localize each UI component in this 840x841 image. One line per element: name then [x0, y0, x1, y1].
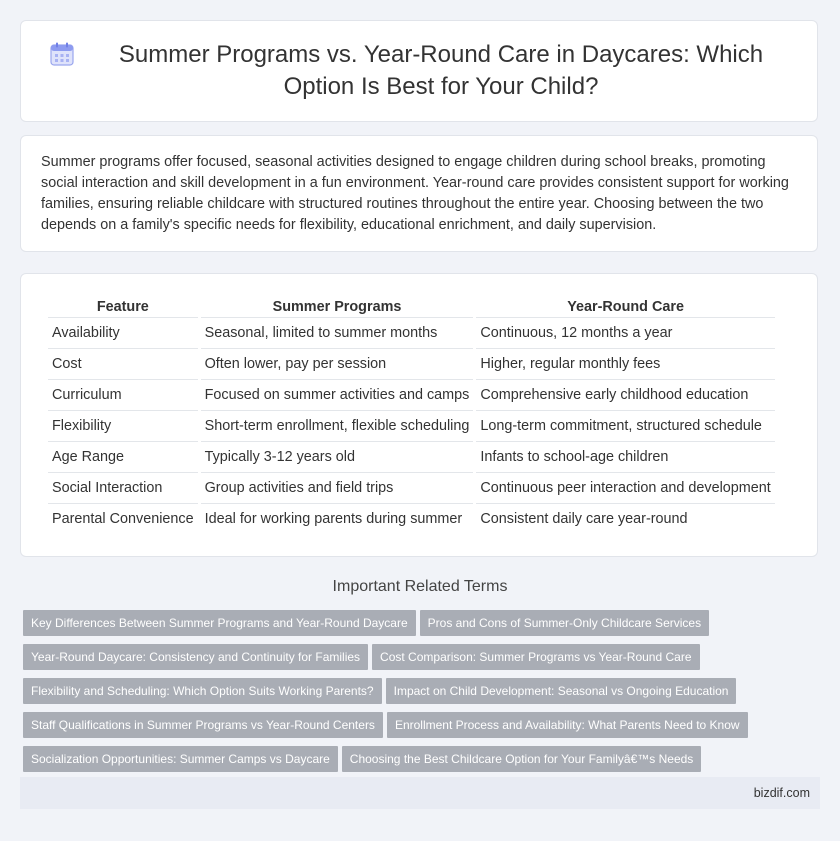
header-feature: Feature [96, 298, 149, 315]
table-cell: Consistent daily care year-round [476, 503, 774, 534]
header-summer: Summer Programs [272, 298, 402, 315]
related-term-link[interactable]: Flexibility and Scheduling: Which Option Suits Working Parents? [23, 678, 382, 704]
comparison-card [20, 273, 818, 557]
page-title: Summer Programs vs. Year-Round Care in Daycares: Which Option Is Best for Your Child? [118, 41, 764, 100]
table-cell: Focused on summer activities and camps [201, 379, 474, 410]
title-card [20, 20, 818, 122]
related-term-link[interactable]: Cost Comparison: Summer Programs vs Year-Round Care [372, 644, 699, 670]
table-cell: Age Range [48, 441, 198, 472]
related-term-link[interactable]: Year-Round Daycare: Consistency and Continuity for Families [23, 644, 368, 670]
title-wrap [49, 39, 789, 103]
related-term-link[interactable]: Enrollment Process and Availability: What Parents Need to Know [387, 712, 748, 738]
table-cell: Infants to school-age children [476, 441, 774, 472]
table-cell: Ideal for working parents during summer [201, 503, 474, 534]
related-terms-title: Important Related Terms [332, 578, 508, 595]
footer [20, 777, 820, 809]
table-row [48, 472, 775, 503]
comparison-table [45, 296, 778, 534]
calendar-icon [49, 41, 75, 67]
table-cell: Availability [48, 317, 198, 348]
related-term-link[interactable]: Key Differences Between Summer Programs and Year-Round Daycare [23, 610, 416, 636]
table-cell: Curriculum [48, 379, 198, 410]
table-cell: Often lower, pay per session [201, 348, 474, 379]
table-cell: Short-term enrollment, flexible scheduling [201, 410, 474, 441]
table-cell: Parental Convenience [48, 503, 198, 534]
table-cell: Flexibility [48, 410, 198, 441]
related-term-link[interactable]: Socialization Opportunities: Summer Camps vs Daycare [23, 746, 338, 772]
related-terms-list [23, 610, 793, 780]
table-cell: Continuous, 12 months a year [476, 317, 774, 348]
related-term-link[interactable]: Pros and Cons of Summer-Only Childcare Services [420, 610, 709, 636]
intro-paragraph: Summer programs offer focused, seasonal activities designed to engage children during school breaks, promoting social interaction and skill development in a fun environment. Year-round care provides consistent support for working families, ensuring reliable childcare with structured routines throughout the entire year. Choosing between the two depends on a family's specific needs for flexibility, educational enrichment, and daily supervision. [41, 154, 789, 233]
related-term-link[interactable]: Impact on Child Development: Seasonal vs Ongoing Education [386, 678, 737, 704]
table-cell: Typically 3-12 years old [201, 441, 474, 472]
table-cell: Higher, regular monthly fees [476, 348, 774, 379]
table-cell: Continuous peer interaction and development [476, 472, 774, 503]
table-row [48, 379, 775, 410]
table-row [48, 317, 775, 348]
table-cell: Comprehensive early childhood education [476, 379, 774, 410]
related-term-link[interactable]: Choosing the Best Childcare Option for Your Familyâ€™s Needs [342, 746, 702, 772]
header-year-round: Year-Round Care [567, 298, 684, 315]
footer-site-link[interactable]: bizdif.com [753, 786, 810, 800]
table-row [48, 503, 775, 534]
table-row [48, 348, 775, 379]
table-header-row [48, 296, 775, 317]
table-cell: Seasonal, limited to summer months [201, 317, 474, 348]
table-row [48, 441, 775, 472]
related-term-link[interactable]: Staff Qualifications in Summer Programs vs Year-Round Centers [23, 712, 383, 738]
table-cell: Long-term commitment, structured schedule [476, 410, 774, 441]
table-cell: Group activities and field trips [201, 472, 474, 503]
table-cell: Cost [48, 348, 198, 379]
intro-card [20, 135, 818, 252]
table-cell: Social Interaction [48, 472, 198, 503]
table-row [48, 410, 775, 441]
